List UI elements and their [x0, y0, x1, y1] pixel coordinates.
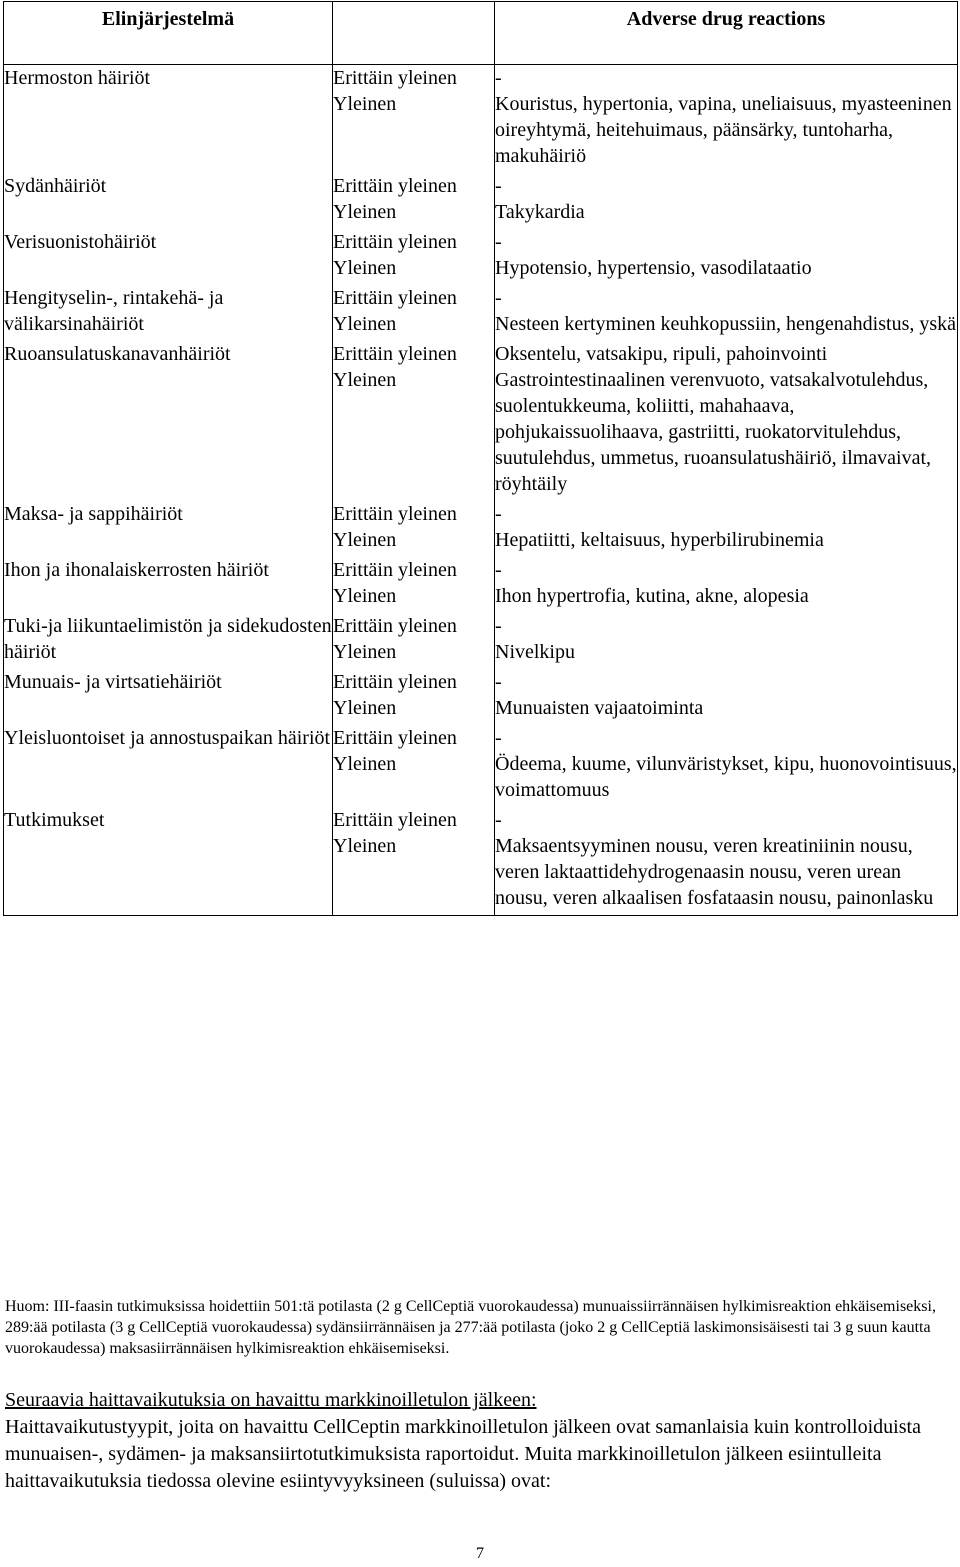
frequency-common: Yleinen	[333, 697, 397, 719]
table-row-very-common	[4, 613, 958, 639]
frequency-common: Yleinen	[333, 93, 397, 115]
table-row-very-common	[4, 285, 958, 311]
table-row-very-common	[4, 341, 958, 367]
reactions-very-common: -	[495, 229, 958, 255]
reactions-very-common: -	[495, 807, 958, 833]
reactions-common: Ihon hypertrofia, kutina, akne, alopesia	[495, 583, 958, 613]
reactions-common: Munuaisten vajaatoiminta	[495, 695, 958, 725]
organ-system-cell: Munuais- ja virtsatiehäiriöt	[4, 669, 333, 725]
reactions-very-common: -	[495, 285, 958, 311]
reactions-very-common: -	[495, 65, 958, 92]
organ-system-cell: Yleisluontoiset ja annostuspaikan häiriöt	[4, 725, 333, 807]
table-row-very-common	[4, 173, 958, 199]
frequency-common: Yleinen	[333, 833, 495, 916]
table-row-very-common	[4, 725, 958, 751]
frequency-very-common: Erittäin yleinen	[333, 727, 457, 749]
frequency-very-common: Erittäin yleinen	[333, 175, 457, 197]
reactions-very-common: Oksentelu, vatsakipu, ripuli, pahoinvointi	[495, 341, 958, 367]
organ-system-cell: Sydänhäiriöt	[4, 173, 333, 229]
frequency-common: Yleinen	[333, 585, 397, 607]
reactions-very-common: -	[495, 725, 958, 751]
section-heading: Seuraavia haittavaikutuksia on havaittu markkinoilletulon jälkeen:	[5, 1389, 537, 1411]
footnote: Huom: III-faasin tutkimuksissa hoidettiin 501:tä potilasta (2 g CellCeptiä vuorokaudessa) munuaissiirrännäisen hylkimisreaktion ehkäisemiseksi, 289:ää potilasta (3 g CellCeptiä vuorokaudessa) sydänsiirrännäisen ja 277:ää potilasta (joko 2 g CellCeptiä laskimonsisäisesti tai 3 g suun kautta vuorokaudessa) maksasiirrännäisen hylkimisreaktion ehkäisemiseksi.	[5, 1298, 936, 1357]
frequency-very-common: Erittäin yleinen	[333, 615, 457, 637]
reactions-very-common: -	[495, 669, 958, 695]
reactions-common: Nivelkipu	[495, 639, 958, 669]
frequency-common: Yleinen	[333, 201, 397, 223]
table-row-very-common	[4, 669, 958, 695]
frequency-common: Yleinen	[333, 753, 397, 775]
organ-system-cell: Ruoansulatuskanavanhäiriöt	[4, 341, 333, 501]
reactions-very-common: -	[495, 613, 958, 639]
frequency-common: Yleinen	[333, 257, 397, 279]
table-row-very-common	[4, 557, 958, 583]
organ-system-cell: Hermoston häiriöt	[4, 65, 333, 174]
frequency-common: Yleinen	[333, 313, 397, 335]
table-row-very-common	[4, 65, 958, 92]
organ-system-cell: Tutkimukset	[4, 807, 333, 916]
frequency-very-common: Erittäin yleinen	[333, 503, 457, 525]
table-body	[4, 65, 958, 916]
table-row-very-common	[4, 807, 958, 833]
reactions-common: Hypotensio, hypertensio, vasodilataatio	[495, 255, 958, 285]
reactions-common: Nesteen kertyminen keuhkopussiin, hengenahdistus, yskä	[495, 311, 958, 341]
frequency-very-common: Erittäin yleinen	[333, 671, 457, 693]
reactions-common: Takykardia	[495, 199, 958, 229]
frequency-common: Yleinen	[333, 369, 397, 391]
organ-system-cell: Ihon ja ihonalaiskerrosten häiriöt	[4, 557, 333, 613]
reactions-very-common: -	[495, 501, 958, 527]
organ-system-cell: Maksa- ja sappihäiriöt	[4, 501, 333, 557]
organ-system-cell: Tuki-ja liikuntaelimistön ja sidekudosten häiriöt	[4, 613, 333, 669]
reactions-common: Ödeema, kuume, vilunväristykset, kipu, huonovointisuus, voimattomuus	[495, 751, 958, 807]
organ-system-cell: Verisuonistohäiriöt	[4, 229, 333, 285]
header-frequency	[333, 2, 495, 65]
table-header-row	[4, 2, 958, 65]
table-row-very-common	[4, 501, 958, 527]
organ-system-cell: Hengityselin-, rintakehä- ja välikarsinahäiriöt	[4, 285, 333, 341]
frequency-very-common: Erittäin yleinen	[333, 559, 457, 581]
page-number: 7	[476, 1545, 484, 1562]
frequency-very-common: Erittäin yleinen	[333, 287, 457, 309]
post-marketing-section	[5, 1387, 945, 1495]
frequency-common: Yleinen	[333, 641, 397, 663]
frequency-very-common: Erittäin yleinen	[333, 809, 457, 831]
reactions-common: Gastrointestinaalinen verenvuoto, vatsakalvotulehdus, suolentukkeuma, koliitti, mahahaava, pohjukaissuolihaava, gastriitti, ruokatorvitulehdus, suutulehdus, ummetus, ruoansulatushäiriö, ilmavaivat, röyhtäily	[495, 367, 958, 501]
header-reactions: Adverse drug reactions	[495, 2, 958, 65]
frequency-very-common: Erittäin yleinen	[333, 231, 457, 253]
section-body: Haittavaikutustyypit, joita on havaittu CellCeptin markkinoilletulon jälkeen ovat samanlaisia kuin kontrolloiduista munuaisen-, sydämen- ja maksansiirtotutkimuksista raportoidut. Muita markkinoilletulon jälkeen esiintulleita haittavaikutuksia tiedossa olevine esiintyvyyksineen (suluissa) ovat:	[5, 1416, 921, 1492]
reactions-very-common: -	[495, 173, 958, 199]
reactions-common: Kouristus, hypertonia, vapina, uneliaisuus, myasteeninen oireyhtymä, heitehuimaus, päänsärky, tuntoharha, makuhäiriö	[495, 91, 958, 173]
table-row-very-common	[4, 229, 958, 255]
reactions-very-common: -	[495, 557, 958, 583]
frequency-common: Yleinen	[333, 529, 397, 551]
reactions-common: Hepatiitti, keltaisuus, hyperbilirubinemia	[495, 527, 958, 557]
adverse-reactions-table	[3, 1, 958, 916]
header-organ-system: Elinjärjestelmä	[4, 2, 333, 65]
frequency-very-common: Erittäin yleinen	[333, 67, 457, 89]
frequency-very-common: Erittäin yleinen	[333, 343, 457, 365]
reactions-common: Maksaentsyyminen nousu, veren kreatiniinin nousu, veren laktaattidehydrogenaasin nousu, veren urean nousu, veren alkaalisen fosfataasin nousu, painonlasku	[495, 833, 958, 916]
